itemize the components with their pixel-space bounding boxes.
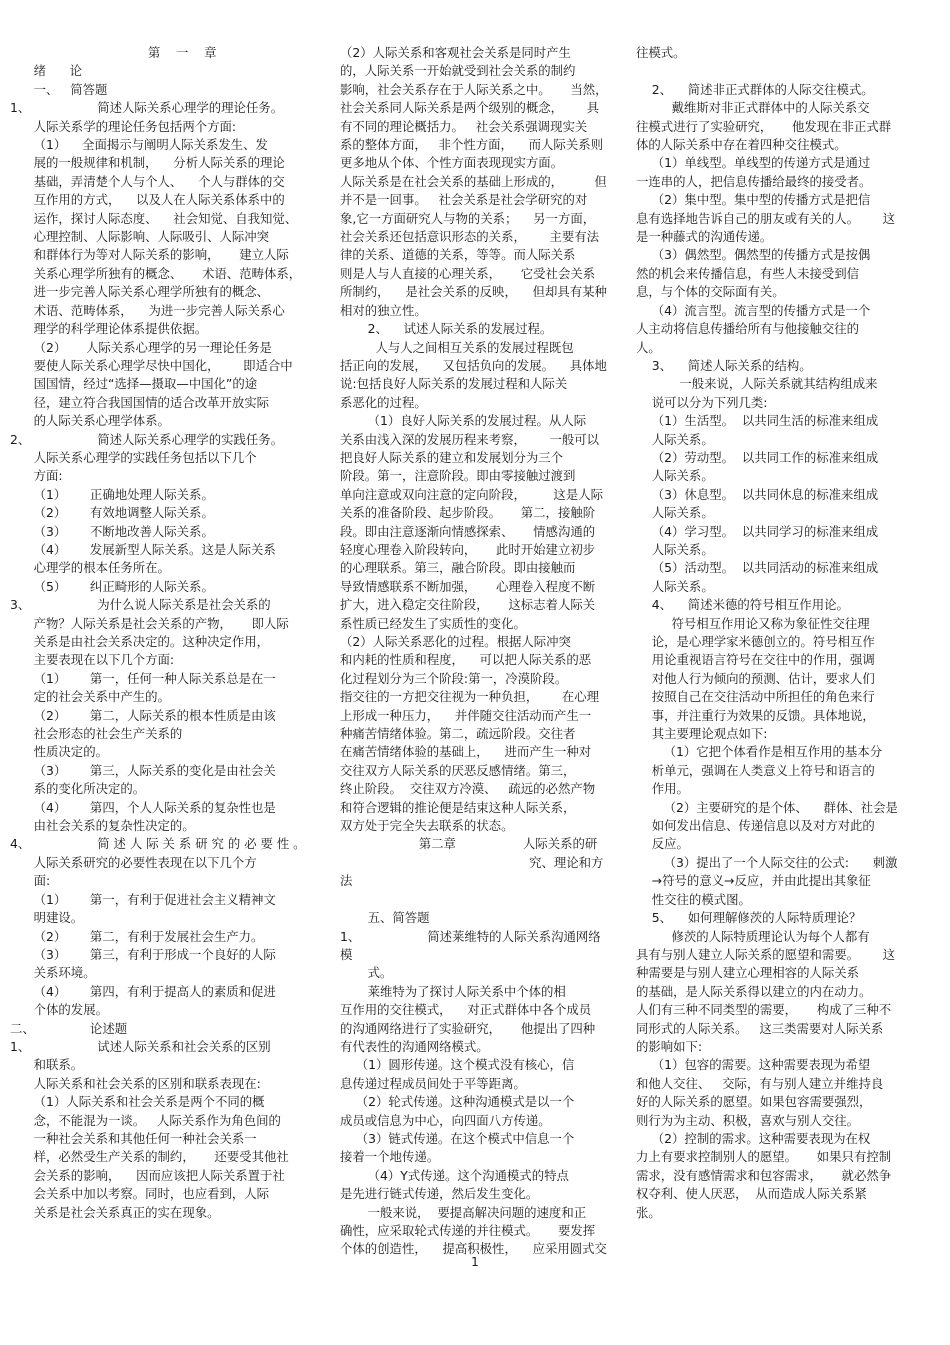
text-column-1: 第 一 章 绪 论 一、 简答题 1、 简述人际关系心理学的理论任务。 人际关系学的理论任务包括两个方面: （1） 全面揭示与阐明人际关系发生、发 展的一般规律和机制， 分析人际关系的理论 基础，弄清楚个人与个人、 个人与群体的交 互作用的方式， 以及人在人际关系体系中的 运作，探讨人际态度、 社会知觉、自我知觉、 心理控制、人际影响、人际吸引、人际冲突 和群体行为等对人际关系的影响， 建立人际 关系心理学所独有的概念、 术语、范畴体系， 进一步完善人际关系心理学所独有的概念、 术语、范畴体系， 为进一步完善人际关系心 理学的科学理论体系提供依据。 （2） 人际关系心理学的另一理论任务是 要使人际关系心理学尽快中国化， 即适合中 国国情，经过“选择—摄取—中国化”的途 径，建立符合我国国情的适合改革开放实际 的人际关系心理学体系。 2、 简述人际关系心理学的实践任务。 人际关系心理学的实践任务包括以下几个 方面: （1） 正确地处理人际关系。 （2） 有效地调整人际关系。 （3） 不断地改善人际关系。 （4） 发展新型人际关系。这是人际关系 心理学的根本任务所在。 （5） 纠正畸形的人际关系。 3、 为什么说人际关系是社会关系的 产物？人际关系是社会关系的产物， 即人际 关系是由社会关系决定的。这种决定作用， 主要表现在以下几个方面: （1） 第一，任何一种人际关系总是在一 定的社会关系中产生的。 （2） 第二，人际关系的根本性质是由该 社会形态的社会生产关系的 性质决定的。 （3） 第三，人际关系的变化是由社会关 系的变化所决定的。 （4） 第四，个人人际关系的复杂性也是 由社会关系的复杂性决定的。 4、 简 述 人 际 关 系 研 究 的 必 要 性 。 人际关系研究的必要性表现在以下几个方 面: （1） 第一，有利于促进社会主义精神文 明建设。 （2） 第二，有利于发展社会生产力。 （3） 第三，有利于形成一个良好的人际 关系环境。 （4） 第四，有利于提高人的素质和促进 个体的发展。 二、 论述题 1、 试述人际关系和社会关系的区别 和联系。 人际关系和社会关系的区别和联系表现在: （1）人际关系和社会关系是两个不同的概 念，不能混为一谈。 人际关系作为角色间的 一种社会关系和其他任何一种社会关系一 样，必然受生产关系的制约， 还要受其他社 会关系的影响， 因而应该把人际关系置于社 会关系中加以考察。同时，也应看到，人际 关系是社会关系真正的实在现象。 <box>10 45 306 1220</box>
page-number: 1 <box>471 1255 479 1269</box>
text-column-3: 往模式。 2、 简述非正式群体的人际交往模式。 戴维斯对非正式群体中的人际关系交 往模式进行了实验研究， 他发现在非正式群 体的人际关系中存在着四种交往模式。 （1）单线型。单线型的传递方式是通过 一连串的人，把信息传播给最终的接受者。 （2）集中型。集中型的传播方式是把信 息有选择地告诉自己的朋友或有关的人。 这 是一种藤式的沟通传递。 （3）偶然型。偶然型的传播方式是按偶 然的机会来传播信息，有些人未接受到信 息，与个体的交际面有关。 （4）流言型。流言型的传播方式是一个 人主动将信息传播给所有与他接触交往的 人。 3、 简述人际关系的结构。 一般来说，人际关系就其结构组成来 说可以分为下列几类: （1）生活型。 以共同生活的标准来组成 人际关系。 （2）劳动型。 以共同工作的标准来组成 人际关系。 （3）休息型。 以共同休息的标准来组成 人际关系。 （4）学习型。 以共同学习的标准来组成 人际关系。 （5）活动型。 以共同活动的标准来组成 人际关系。 4、 简述米德的符号相互作用论。 符号相互作用论又称为象征性交往理 论，是心理学家米德创立的。符号相互作 用论重视语言符号在交往中的作用，强调 对他人行为倾向的预测、估计，要求人们 按照自己在交往活动中所担任的角色来行 事，并注重行为效果的反馈。具体地说， 其主要理论观点如下: （1）它把个体看作是相互作用的基本分 析单元，强调在人类意义上符号和语言的 作用。 （2）主要研究的是个体、 群体、社会是 如何发出信息、传递信息以及对方对此的 反应。 （3）提出了一个人际交往的公式: 刺激 →符号的意义→反应，并由此提出其象征 性交往的模式图。 5、 如何理解修茨的人际特质理论？ 修茨的人际特质理论认为每个人都有 具有与别人建立人际关系的愿望和需要。 这 种需要是与别人建立心理相容的人际关系 的基础，是人际关系得以建立的内在动力。 人们有三种不同类型的需要， 构成了三种不 同形式的人际关系。 这三类需要对人际关系 的影响如下: （1）包容的需要。这种需要表现为希望 和他人交往、 交际，有与别人建立并维持良 好的人际关系的愿望。如果包容需要强烈， 则行为为主动、积极，喜欢与别人交往。 （2）控制的需求。这种需要表现为在权 力上有要求控制别人的愿望。 如果只有控制 需求，没有感情需求和包容需求， 就必然争 权夺利、使人厌恶， 从而造成人际关系紧 张。 <box>636 45 898 1220</box>
text-column-2: （2）人际关系和客观社会关系是同时产生 的，人际关系一开始就受到社会关系的制约 影响，社会关系存在于人际关系之中。 当然， 社会关系同人际关系是两个级别的概念， 具 有不同的理论概括力。 社会关系强调现实关 系的整体方面， 非个性方面， 而人际关系则 更多地从个体、个性方面表现现实方面。 人际关系是在社会关系的基础上形成的， 但 并不是一回事。 社会关系是社会学研究的对 象,它一方面研究人与物的关系； 另一方面， 社会关系还包括意识形态的关系， 主要有法 律的关系、道德的关系，等等。而人际关系 则是人与人直接的心理关系， 它受社会关系 所制约， 是社会关系的反映， 但却具有某种 相对的独立性。 2、 试述人际关系的发展过程。 人与人之间相互关系的发展过程既包 括正向的发展， 又包括负向的发展。 具体地 说:包括良好人际关系的发展过程和人际关 系恶化的过程。 （1）良好人际关系的发展过程。从人际 关系由浅入深的发展历程来考察， 一般可以 把良好人际关系的建立和发展划分为三个 阶段。第一，注意阶段。即由零接触过渡到 单向注意或双向注意的定向阶段， 这是人际 关系的准备阶段、起步阶段。 第二，接触阶 段。即由注意逐渐向情感探索、 情感沟通的 轻度心理卷入阶段转向， 此时开始建立初步 的心理联系。第三，融合阶段。即由接触而 导致情感联系不断加强， 心理卷入程度不断 扩大，进入稳定交往阶段， 这标志着人际关 系性质已经发生了实质性的变化。 （2）人际关系恶化的过程。根据人际冲突 和内耗的性质和程度， 可以把人际关系的恶 化过程划分为三个阶段:第一，冷漠阶段。 指交往的一方把交往视为一种负担， 在心理 上形成一种压力， 并伴随交往活动而产生一 种痛苦情绪体验。第二，疏远阶段。交往者 在痛苦情绪体验的基础上， 进而产生一种对 交往双方人际关系的厌恶反感情绪。第三， 终止阶段。 交往双方冷漠、 疏远的必然产物 和符合逻辑的推论便是结束这种人际关系， 双方处于完全失去联系的状态。 第二章 人际关系的研 究、理论和方法 五、简答题 1、 简述莱维特的人际关系沟通网络模 式。 莱维特为了探讨人际关系中个体的相 互作用的交往模式， 对正式群体中各个成员 的沟通网络进行了实验研究， 他提出了四种 有代表性的沟通网络模式。 （1）圆形传递。这个模式没有核心，信 息传递过程成员间处于平等距离。 （2）轮式传递。这种沟通模式是以一个 成员或信息为中心，向四面八方传递。 （3）链式传递。在这个模式中信息一个 接着一个地传递。 （4）Y式传递。这个沟通模式的特点 是先进行链式传递，然后发生变化。 一般来说， 要提高解决问题的速度和正 确性，应采取轮式传递的并往模式。 要发挥 个体的创造性， 提高积极性， 应采用圆式交 <box>340 45 608 1257</box>
